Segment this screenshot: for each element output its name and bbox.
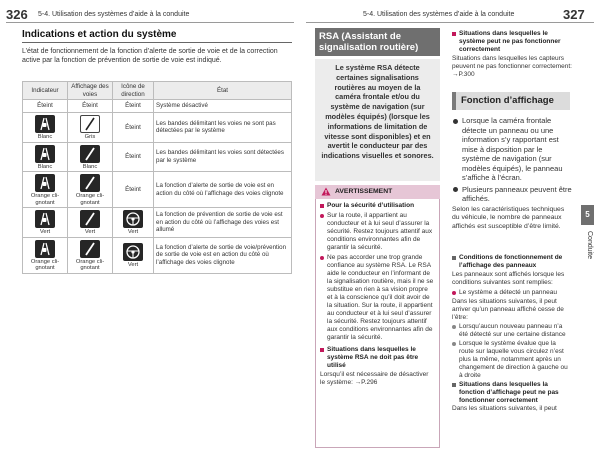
lane-line-icon bbox=[80, 145, 100, 163]
warning-situations-text: Lorsqu’il est nécessaire de désactiver le système: →P.296 bbox=[320, 371, 429, 386]
lane-departure-icon bbox=[35, 240, 55, 258]
indicator-cell bbox=[23, 113, 68, 143]
indicator-cell bbox=[23, 142, 68, 172]
direction-cell bbox=[113, 142, 154, 172]
state-cell bbox=[154, 172, 292, 208]
chapter-tab-label: Conduite bbox=[586, 231, 593, 260]
lanes-label: Orange cli-gnotant bbox=[75, 258, 105, 271]
conditions-sub-bullet: Lorsque le système évalue que la route sur laquelle vous circulez n’est plus la même, notamment après un changement de direction à gauche ou à droite bbox=[452, 340, 572, 380]
col-header-indicateur: Indicateur bbox=[23, 82, 68, 100]
rsa-section-title: RSA (Assistant de signalisation routière) bbox=[315, 28, 440, 56]
fonction-paragraph: Selon les caractéristiques techniques du véhicule, le nombre de panneaux affichés est susceptible d’être limité. bbox=[452, 205, 565, 230]
state-cell bbox=[154, 100, 292, 113]
indicator-label: Blanc bbox=[37, 134, 53, 140]
table-row bbox=[23, 208, 292, 238]
conditions-intro: Les panneaux sont affichés lorsque les conditions suivantes sont remplies: bbox=[452, 271, 565, 286]
fonction-bullet: Lorsque la caméra frontale détecte un panneau ou une information s’y rapportant est mise à disposition par le système de navigation (sur modèles équipés), le panneau s’affiche à l’écran. bbox=[452, 116, 572, 183]
top-right-note bbox=[452, 30, 574, 79]
lanes-cell bbox=[68, 172, 113, 208]
direction-cell bbox=[113, 208, 154, 238]
intro-paragraph: L’état de fonctionnement de la fonction d’alerte de sortie de voie et de la correction active par la fonction de prévention de sortie de voie est indiqué. bbox=[22, 48, 278, 64]
indicator-label: Orange cli-gnotant bbox=[30, 193, 60, 206]
indicator-label: Orange cli-gnotant bbox=[30, 258, 60, 271]
right-page-number: 327 bbox=[563, 7, 585, 22]
lane-departure-icon bbox=[35, 115, 55, 133]
state-cell bbox=[154, 142, 292, 172]
conditions-text: Dans les situations suivantes, il peut arriver qu’un panneau affiché cesse de l’être: bbox=[452, 298, 564, 321]
lanes-label: Éteint bbox=[82, 102, 98, 110]
right-running-head: 5-4. Utilisation des systèmes d’aide à la conduite bbox=[363, 11, 515, 18]
warning-body bbox=[315, 199, 440, 448]
section-title-indications: Indications et action du système bbox=[22, 29, 292, 43]
col-header-affichage: Affichage des voies bbox=[68, 82, 113, 100]
state-text: Les bandes délimitant les voies ne sont pas détectées par le système bbox=[156, 119, 276, 135]
direction-cell bbox=[113, 113, 154, 143]
top-right-note-title: Situations dans lesquelles le système peut ne pas fonctionner correctement bbox=[452, 30, 574, 54]
lanes-label: Blanc bbox=[82, 163, 98, 170]
direction-label: Vert bbox=[127, 229, 139, 235]
state-text: Les bandes délimitant les voies sont détectées par le système bbox=[156, 149, 284, 164]
indicator-cell bbox=[23, 100, 68, 113]
direction-label: Éteint bbox=[125, 185, 141, 193]
left-running-head: 5-4. Utilisation des systèmes d’aide à la conduite bbox=[38, 11, 190, 18]
fonction-affichage-body bbox=[452, 116, 572, 231]
lane-departure-icon bbox=[35, 210, 55, 228]
table-row bbox=[23, 113, 292, 143]
indicator-cell bbox=[23, 237, 68, 273]
lanes-cell bbox=[68, 142, 113, 172]
fonction-bullet: Plusieurs panneaux peuvent être affichés. bbox=[452, 185, 572, 204]
lanes-cell bbox=[68, 113, 113, 143]
warning-title: AVERTISSEMENT bbox=[335, 188, 393, 195]
conditions-bullet: Le système a détecté un panneau bbox=[452, 289, 572, 297]
state-cell bbox=[154, 113, 292, 143]
direction-label: Éteint bbox=[125, 102, 141, 110]
lane-departure-icon bbox=[35, 174, 55, 192]
lanes-label: Gris bbox=[84, 134, 96, 140]
indicator-cell bbox=[23, 208, 68, 238]
lane-departure-icon bbox=[35, 145, 55, 163]
indicator-table bbox=[22, 81, 292, 274]
indicator-cell bbox=[23, 172, 68, 208]
lanes-cell bbox=[68, 237, 113, 273]
state-text: La fonction d’alerte de sortie de voie est en action du côté où l’affichage des voies clignote bbox=[156, 182, 284, 197]
steering-wheel-icon bbox=[123, 243, 143, 261]
lane-line-icon bbox=[80, 115, 100, 133]
lanes-label: Vert bbox=[84, 229, 96, 235]
lanes-label: Orange cli-gnotant bbox=[75, 193, 105, 206]
rsa-intro-text: Le système RSA détecte certaines signalisations routières au moyen de la caméra frontale et/ou du système de navigation (sur modèles équipés) (lorsque les informations de limitation de vitesse sont disponibles) et en avertit le conducteur par des indications visuelles et sonores. bbox=[321, 63, 434, 161]
warning-bullet: Ne pas accorder une trop grande confiance au système RSA. Le RSA aide le conducteur en l’informant de la signalisation routière, mais il ne se substitue en rien à sa vision propre et à la conscience qu’il doit avoir de la situation. Sur la route, il appartient au conducteur et à lui seul d’assurer la sécurité. Restez toujours attentif aux conditions environnantes afin de garantir la sécurité. bbox=[320, 254, 435, 342]
indicator-label: Vert bbox=[39, 229, 51, 235]
indicator-label: Éteint bbox=[37, 102, 53, 110]
lanes-cell bbox=[68, 208, 113, 238]
rsa-intro-box bbox=[315, 59, 440, 181]
direction-cell bbox=[113, 172, 154, 208]
table-header-row bbox=[23, 82, 292, 100]
fonction-affichage-title: Fonction d’affichage bbox=[452, 92, 570, 110]
direction-label: Vert bbox=[127, 261, 139, 268]
lane-line-icon bbox=[80, 210, 100, 228]
col-header-etat: État bbox=[154, 82, 292, 100]
lanes-cell bbox=[68, 100, 113, 113]
table-row bbox=[23, 142, 292, 172]
indicator-label: Blanc bbox=[37, 163, 53, 170]
table-row bbox=[23, 100, 292, 113]
direction-label: Éteint bbox=[125, 153, 141, 160]
warning-bullet: Sur la route, il appartient au conducteur et à lui seul d’assurer la sécurité. Restez toujours attentif aux conditions environnantes afin de garantir la sécurité. bbox=[320, 212, 435, 252]
direction-cell bbox=[113, 100, 154, 113]
right-header-rule bbox=[306, 22, 594, 23]
state-text: La fonction d’alerte de sortie de voie/prévention de sortie de voie est en action du côté où l’affichage des voies clignote bbox=[156, 243, 287, 266]
state-cell bbox=[154, 208, 292, 238]
state-text: La fonction de prévention de sortie de voie est en action du côté où l’affichage des voies est allumé bbox=[156, 211, 283, 233]
lane-line-icon bbox=[80, 174, 100, 192]
top-right-note-text: Situations dans lesquelles les capteurs peuvent ne pas fonctionner correctement: →P.300 bbox=[452, 55, 572, 78]
conditions-title: Conditions de fonctionnement de l’affichage des panneaux bbox=[452, 254, 572, 270]
table-row bbox=[23, 172, 292, 208]
chapter-tab bbox=[581, 205, 594, 225]
state-cell bbox=[154, 237, 292, 273]
conditions-section bbox=[452, 254, 572, 413]
conditions-sub-bullet: Lorsqu’aucun nouveau panneau n’a été détecté sur une certaine distance bbox=[452, 323, 572, 339]
col-header-direction: Icône de direction bbox=[113, 82, 154, 100]
direction-label: Éteint bbox=[125, 123, 141, 131]
conditions-situations-text: Dans les situations suivantes, il peut bbox=[452, 405, 557, 412]
table-row bbox=[23, 237, 292, 273]
warning-header bbox=[315, 185, 440, 199]
steering-wheel-icon bbox=[123, 210, 143, 228]
warning-triangle-icon bbox=[321, 187, 331, 196]
left-header-rule bbox=[6, 22, 294, 23]
conditions-situations-title: Situations dans lesquelles la fonction d’affichage peut ne pas fonctionner correctement bbox=[452, 381, 572, 405]
state-text: Système désactivé bbox=[156, 102, 208, 110]
warning-security-title: Pour la sécurité d’utilisation bbox=[320, 202, 435, 210]
warning-situations-title: Situations dans lesquelles le système RSA ne doit pas être utilisé bbox=[320, 346, 435, 370]
left-page-number: 326 bbox=[6, 7, 28, 22]
lane-line-icon bbox=[80, 240, 100, 258]
chapter-tab-number: 5 bbox=[585, 210, 590, 219]
direction-cell bbox=[113, 237, 154, 273]
